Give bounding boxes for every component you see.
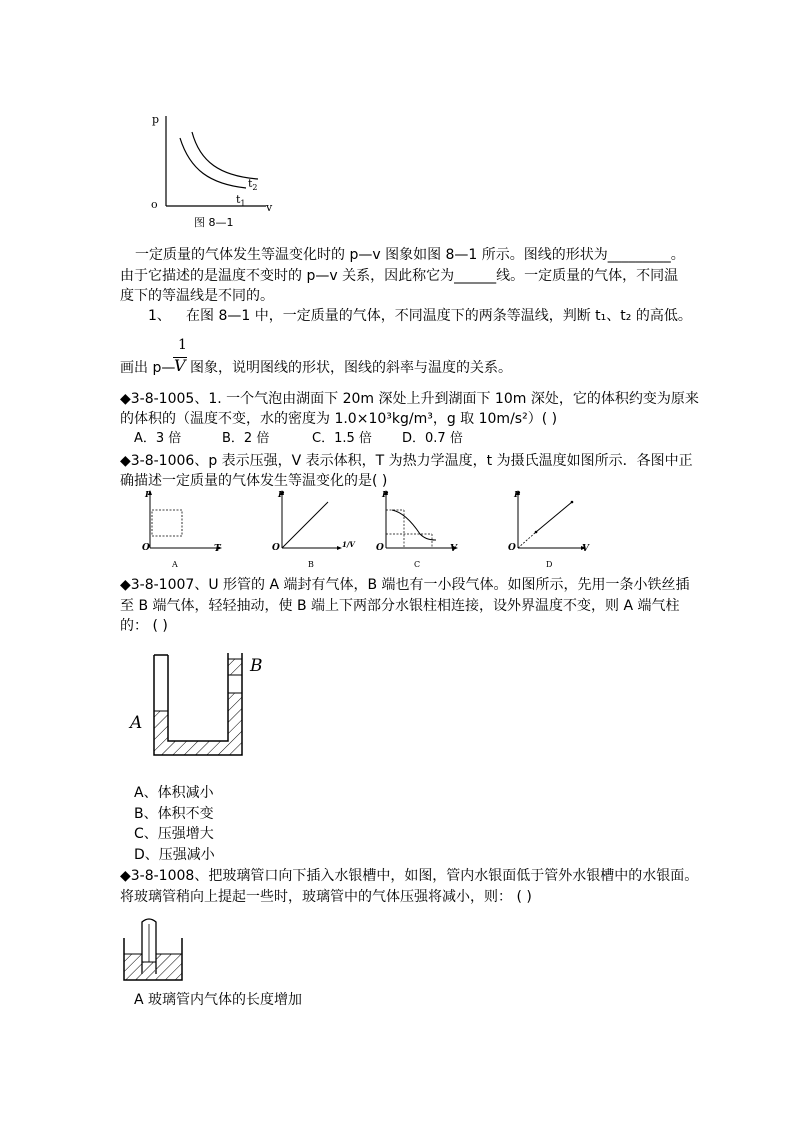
q1005-line1: ◆3-8-1005、1. 一个气泡由湖面下 20m 深处上升到湖面下 10m 深处，它的体积约变为原来 [120, 391, 699, 407]
graph-d-y-label: P [514, 489, 521, 499]
graph-d-origin: O [508, 543, 516, 553]
q1006-line2: 确描述一定质量的气体发生等温变化的是( ) [120, 473, 388, 489]
axis-v-label: v [266, 201, 273, 214]
q1007-line1: ◆3-8-1007、U 形管的 A 端封有气体，B 端也有一小段气体。如图所示，先用一条小铁丝插 [120, 577, 690, 593]
q1-text: 在图 8—1 中，一定质量的气体，不同温度下的两条等温线，判断 t₁、t₂ 的高低。 [186, 308, 692, 324]
graph-a-x-label: T [214, 544, 221, 554]
graph-d-x-label: V [582, 544, 589, 554]
axis-p-label: p [152, 113, 160, 126]
q1-number: 1、 [148, 308, 171, 324]
graph-b-caption: B [308, 560, 314, 569]
q1007-option-c: C、压强增大 [134, 826, 214, 842]
graph-d-caption: D [546, 560, 553, 569]
q1-line2b: 图象，说明图线的形状，图线的斜率与温度的关系。 [190, 360, 512, 376]
q1-frac-den: V [174, 356, 186, 375]
graph-a-caption: A [172, 560, 178, 569]
q1007-line2: 至 B 端气体，轻轻抽动，使 B 端上下两部分水银柱相连接，设外界温度不变，则 A 端气柱 [120, 598, 680, 614]
q1005-line2: 的体积的（温度不变，水的密度为 1.0×10³kg/m³，g 取 10m/s²）( ) [120, 411, 558, 427]
graph-a-y-label: P [145, 489, 152, 499]
u-tube-label-b: B [250, 656, 263, 676]
curve-t1-label: $t_1$ [236, 193, 246, 209]
q1005-option-c: C．1.5 倍 [312, 431, 372, 446]
curve-t2-label: $t_2$ [248, 177, 258, 193]
intro-line-2: 由于它描述的是温度不变时的 p—v 关系，因此称它为______线。一定质量的气体，不同温 [120, 268, 679, 284]
q1007-option-d: D、压强减小 [134, 847, 215, 863]
graph-c-x-label: V [450, 544, 457, 554]
q1008-line1: ◆3-8-1008、把玻璃管口向下插入水银槽中，如图，管内水银面低于管外水银槽中的水银面。 [120, 868, 699, 884]
intro-line-1: 一定质量的气体发生等温变化时的 p—v 图象如图 8—1 所示。图线的形状为_________。 [135, 247, 685, 263]
q1008-line2: 将玻璃管稍向上提起一些时，玻璃管中的气体压强将减小，则： ( ) [120, 889, 532, 905]
graph-b-x-label: 1/V [342, 540, 355, 549]
graph-b-origin: O [272, 543, 280, 553]
figure-caption: 图 8—1 [194, 216, 234, 229]
q1008-option-a: A 玻璃管内气体的长度增加 [134, 992, 303, 1008]
q1005-option-b: B．2 倍 [222, 431, 270, 446]
graph-c-origin: O [376, 543, 384, 553]
graph-c-y-label: P [382, 489, 389, 499]
q1007-line3: 的： ( ) [120, 618, 168, 634]
q1-line2: 画出 p— [120, 360, 176, 376]
q1-frac-num: 1 [178, 337, 187, 353]
graph-c-caption: C [414, 560, 421, 569]
intro-line-3: 度下的等温线是不同的。 [120, 288, 274, 304]
u-tube-label-a: A [130, 713, 143, 733]
q1005-option-a: A．3 倍 [134, 431, 182, 446]
q1007-option-a: A、体积减小 [134, 785, 214, 801]
q1005-option-d: D．0.7 倍 [402, 431, 463, 446]
graph-b-y-label: P [278, 489, 285, 499]
origin-label: o [151, 198, 158, 211]
graph-a-origin: O [142, 543, 150, 553]
q1007-option-b: B、体积不变 [134, 806, 214, 822]
q1006-line1: ◆3-8-1006、p 表示压强，V 表示体积，T 为热力学温度，t 为摄氏温度如图所示．各图中正 [120, 453, 693, 469]
